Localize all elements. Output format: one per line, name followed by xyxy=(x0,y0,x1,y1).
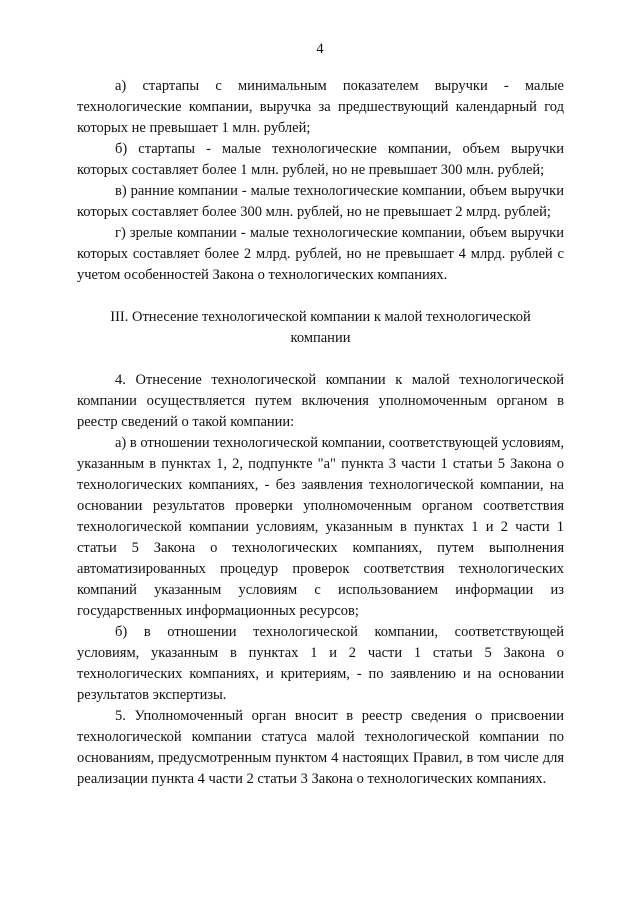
paragraph-item-4a: а) в отношении технологической компании, соответствующей условиям, указанным в пунктах 1, 2, подпункте "а" пункта 3 части 1 статьи 5 Закона о технологических компаниях, - без заявления технологической компании, на основании результатов проверки уполномоченным органом соответствия технологической компании условиям, указанным в пунктах 1 и 2 части 1 статьи 5 Закона о технологических компаниях, путем выполнения автоматизированных процедур проверок соответствия технологических компаний указанным условиям с использованием информации из государственных информационных ресурсов; xyxy=(77,435,564,619)
paragraph-mature-companies: г) зрелые компании - малые технологические компании, объем выручки которых составляет более 2 млрд. рублей, но не превышает 4 млрд. рублей с учетом особенностей Закона о технологических компаниях. xyxy=(77,225,564,283)
paragraph-item-4b: б) в отношении технологической компании, соответствующей условиям, указанным в пунктах 1 и 2 части 1 статьи 5 Закона о технологических компаниях, и критериям, - по заявлению и на основании результатов экспертизы. xyxy=(77,624,564,703)
paragraph-startups-min-revenue: а) стартапы с минимальным показателем выручки - малые технологические компании, выручка за предшествующий календарный год которых не превышает 1 млн. рублей; xyxy=(77,78,564,136)
paragraph-item-5: 5. Уполномоченный орган вносит в реестр сведения о присвоении технологической компании статуса малой технологической компании по основаниям, предусмотренным пунктом 4 настоящих Правил, в том числе для реализации пункта 4 части 2 статьи 3 Закона о технологических компаниях. xyxy=(77,708,564,787)
page-number: 4 xyxy=(316,41,324,57)
paragraph-early-companies: в) ранние компании - малые технологические компании, объем выручки которых составляет более 300 млн. рублей, но не превышает 2 млрд. рублей; xyxy=(77,183,564,220)
paragraph-startups: б) стартапы - малые технологические компании, объем выручки которых составляет более 1 млн. рублей, но не превышает 300 млн. рублей; xyxy=(77,141,564,178)
section-heading: III. Отнесение технологической компании к малой технологической компании xyxy=(110,309,531,346)
document-body xyxy=(77,76,564,790)
paragraph-item-4: 4. Отнесение технологической компании к малой технологической компании осуществляется путем включения уполномоченным органом в реестр сведений о такой компании: xyxy=(77,372,564,430)
spacer xyxy=(77,349,564,370)
